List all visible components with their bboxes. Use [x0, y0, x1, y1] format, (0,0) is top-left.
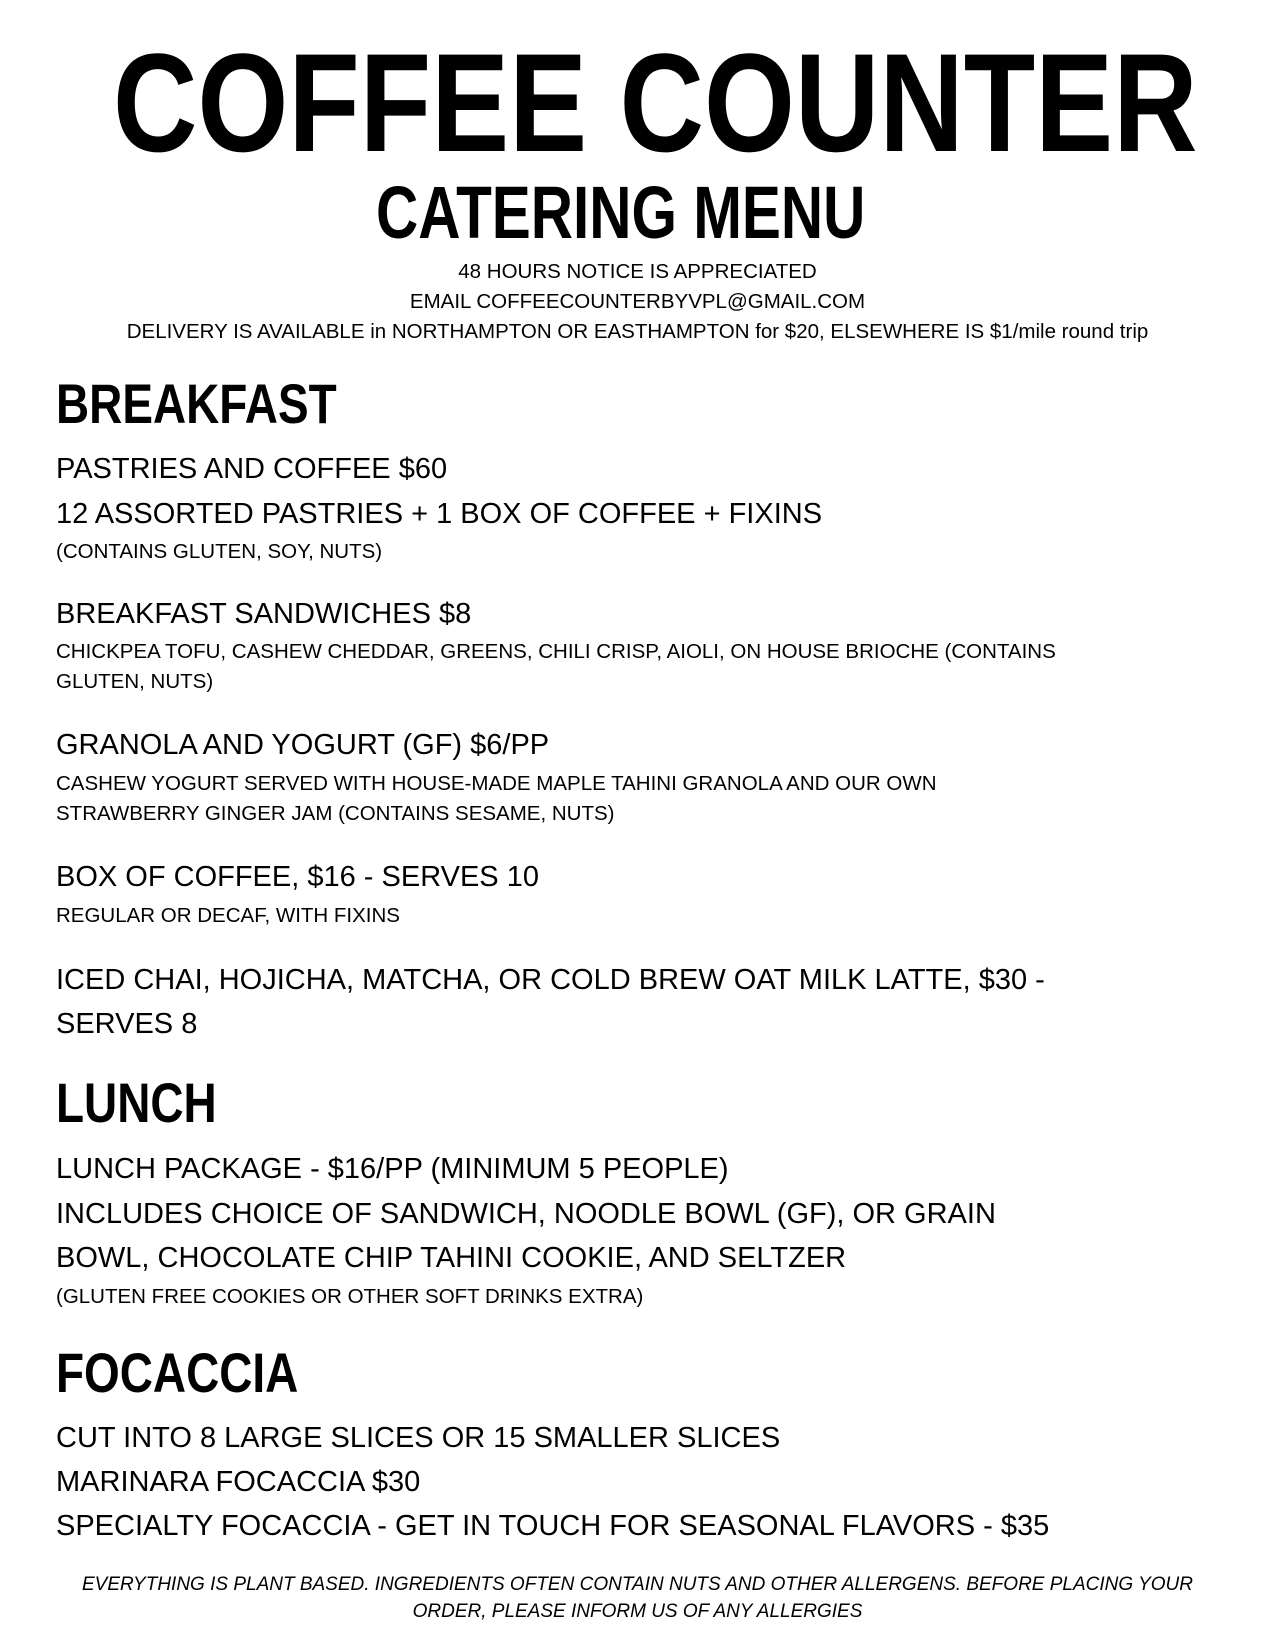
section-heading-breakfast: BREAKFAST: [56, 372, 337, 435]
item-name: BREAKFAST SANDWICHES $8: [56, 598, 472, 630]
menu-item-specialty-focaccia: SPECIALTY FOCACCIA - GET IN TOUCH FOR SEASONAL FLAVORS - $35: [56, 1510, 1050, 1542]
item-description-line: GLUTEN, NUTS): [56, 670, 214, 693]
disclaimer-line: EVERYTHING IS PLANT BASED. INGREDIENTS OFTEN CONTAIN NUTS AND OTHER ALLERGENS. BEFORE PLACING YOUR: [82, 1574, 1193, 1595]
item-detail-line: INCLUDES CHOICE OF SANDWICH, NOODLE BOWL (GF), OR GRAIN: [56, 1198, 996, 1230]
item-name-line: SERVES 8: [56, 1008, 198, 1040]
item-description-line: REGULAR OR DECAF, WITH FIXINS: [56, 904, 400, 927]
disclaimer-line: ORDER, PLEASE INFORM US OF ANY ALLERGIES: [412, 1601, 863, 1622]
focaccia-slice-info: CUT INTO 8 LARGE SLICES OR 15 SMALLER SLICES: [56, 1422, 781, 1454]
item-name: PASTRIES AND COFFEE $60: [56, 453, 448, 485]
notice-delivery: DELIVERY IS AVAILABLE in NORTHAMPTON OR EASTHAMPTON for $20, ELSEWHERE IS $1/mile round trip: [126, 320, 1149, 343]
item-name: GRANOLA AND YOGURT (GF) $6/PP: [56, 729, 550, 761]
item-name: LUNCH PACKAGE - $16/PP (MINIMUM 5 PEOPLE): [56, 1153, 729, 1185]
item-allergen-note: (CONTAINS GLUTEN, SOY, NUTS): [56, 540, 383, 563]
item-note: (GLUTEN FREE COOKIES OR OTHER SOFT DRINKS EXTRA): [56, 1285, 644, 1308]
item-description-line: CASHEW YOGURT SERVED WITH HOUSE-MADE MAPLE TAHINI GRANOLA AND OUR OWN: [56, 772, 937, 795]
page-title: COFFEE COUNTER: [113, 24, 1198, 181]
item-description-line: STRAWBERRY GINGER JAM (CONTAINS SESAME, NUTS): [56, 802, 615, 825]
item-description-line: CHICKPEA TOFU, CASHEW CHEDDAR, GREENS, CHILI CRISP, AIOLI, ON HOUSE BRIOCHE (CONTAINS: [56, 640, 1056, 663]
item-detail-line: BOWL, CHOCOLATE CHIP TAHINI COOKIE, AND SELTZER: [56, 1242, 847, 1274]
page-subtitle: CATERING MENU: [376, 171, 866, 254]
item-name-line: ICED CHAI, HOJICHA, MATCHA, OR COLD BREW OAT MILK LATTE, $30 -: [56, 964, 1045, 996]
item-detail: 12 ASSORTED PASTRIES + 1 BOX OF COFFEE + FIXINS: [56, 498, 823, 530]
notice-lead-time: 48 HOURS NOTICE IS APPRECIATED: [458, 260, 817, 283]
section-heading-focaccia: FOCACCIA: [56, 1341, 299, 1404]
item-name: BOX OF COFFEE, $16 - SERVES 10: [56, 861, 539, 893]
notice-email: EMAIL COFFEECOUNTERBYVPL@GMAIL.COM: [409, 290, 866, 313]
menu-item-marinara-focaccia: MARINARA FOCACCIA $30: [56, 1466, 421, 1498]
section-heading-lunch: LUNCH: [56, 1071, 217, 1134]
